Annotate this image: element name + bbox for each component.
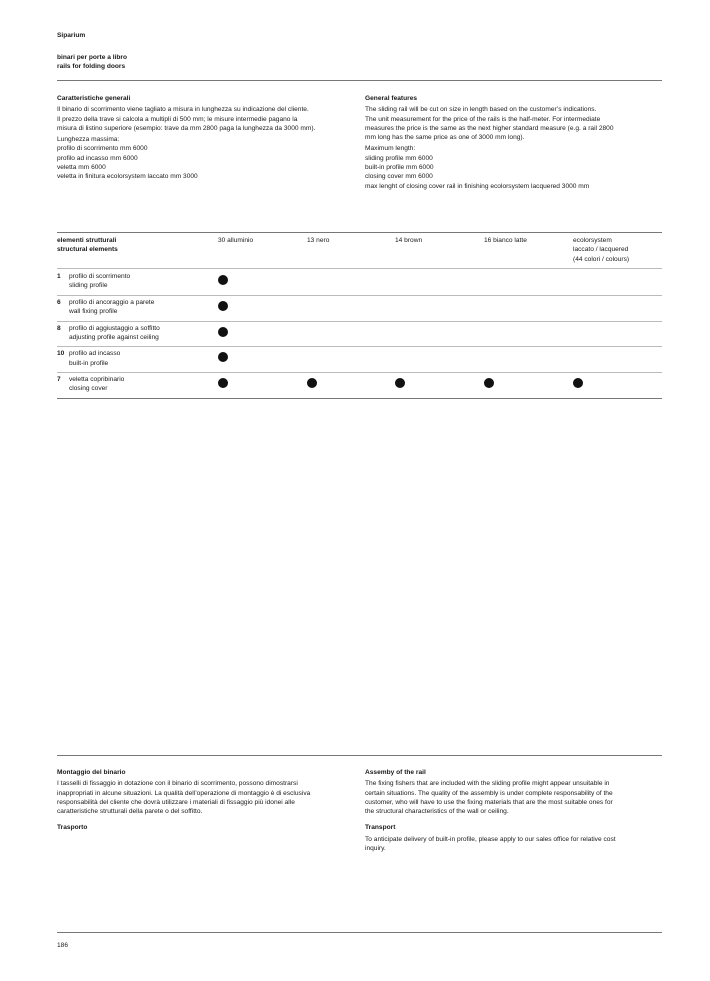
col-header: 30 alluminio (218, 237, 254, 244)
divider (57, 80, 662, 81)
row-number: 8 (57, 324, 61, 332)
availability-dot-icon (395, 378, 405, 388)
heading: Transport (365, 824, 396, 832)
features-it (57, 94, 357, 184)
heading: Assemby of the rail (365, 769, 426, 776)
table-row (57, 346, 662, 372)
table-row (57, 295, 662, 321)
row-number: 10 (57, 350, 65, 358)
availability-dot-icon (218, 327, 228, 337)
availability-dot-icon (218, 301, 228, 311)
divider (57, 398, 662, 399)
divider (57, 755, 662, 756)
col-header: 13 nero (307, 237, 330, 244)
heading: Caratteristiche generali (57, 95, 131, 102)
paragraph: Il binario di scorrimento viene tagliato a misura in lunghezza su indicazione del cliente. Il prezzo della trave si calcola a multipli di 500 mm; le misure intermedie pagano la misura di listino superiore (esempio: trave da mm 2800 paga la lunghezza da 3000 mm). (57, 106, 316, 132)
table-row (57, 321, 662, 347)
row-number: 7 (57, 376, 61, 384)
heading: General features (365, 95, 418, 102)
availability-dot-icon (218, 378, 228, 388)
subtitle-it: binari per porte a libro (57, 54, 127, 61)
row-number: 6 (57, 298, 61, 306)
brand: Siparium (57, 32, 86, 39)
assembly-en: Assemby of the rail The fixing fishers that are included with the sliding profile might appear unsuitable in certain situations. The quality of the assembly is under complete responsability of the customer, who will have to use the fixing materials that are the most suitable ones for the structural characteristics of the wall or ceiling. Transport To anticipate delivery of built-in profile, please apply to our sales office for relative cost inquiry. (365, 768, 665, 855)
row-label: profilo di ancoraggio a parete wall fixing profile (69, 298, 155, 316)
heading: Trasporto (57, 824, 88, 832)
row-label: profilo di aggiustaggio a soffitto adjusting profile against ceiling (69, 324, 160, 341)
table-row (57, 269, 662, 295)
paragraph: Lunghezza massima: profilo di scorrimento mm 6000 profilo ad incasso mm 6000 veletta mm 6000 veletta in finitura ecolorsystem laccato mm 3000 (57, 136, 198, 181)
availability-dot-icon (218, 352, 228, 362)
row-label: profilo di scorrimento sliding profile (69, 273, 131, 290)
col-header: 16 bianco latte (484, 237, 527, 244)
features-en (365, 94, 665, 193)
col-header: ecolorsystem laccato / lacquered (44 colori / colours) (573, 237, 630, 263)
availability-dot-icon (307, 378, 317, 388)
paragraph: The sliding rail will be cut on size in length based on the customer’s indications. The unit measurement for the price of the rails is the half-meter. For intermediate measures the price is the same as the next higher standard measure (e.g. a rail 2800 mm long has the same price as one of 3000 mm long). (365, 106, 614, 142)
paragraph: Maximum length: sliding profile mm 6000 built-in profile mm 6000 closing cover mm 6000 max lenght of closing cover rail in finishing ecolorsystem lacquered 3000 mm (365, 145, 590, 190)
table-header-label: elementi strutturali structural elements (57, 237, 118, 254)
table-top-rule (57, 232, 662, 233)
table-row (57, 372, 662, 398)
availability-dot-icon (573, 378, 583, 388)
divider (57, 932, 662, 933)
availability-dot-icon (484, 378, 494, 388)
heading: Montaggio del binario (57, 769, 126, 776)
availability-dot-icon (218, 275, 228, 285)
row-label: profilo ad incasso built-in profile (69, 350, 121, 367)
row-label: veletta copribinario closing cover (69, 376, 125, 393)
subtitle-en: rails for folding doors (57, 63, 126, 70)
col-header: 14 brown (395, 237, 423, 244)
page-number: 186 (57, 942, 69, 949)
assembly-it: Montaggio del binario I tasselli di fissaggio in dotazione con il binario di scorrimento, possono dimostrarsi inappropriati in alcune situazioni. La qualità dell’operazione di montaggio è di esclusiva responsabilità del cliente che dovrà utilizzare i materiali di fissaggio più idonei alle caratteristiche strutturali della parete o del soffitto. Trasporto (57, 768, 367, 835)
row-number: 1 (57, 273, 61, 280)
